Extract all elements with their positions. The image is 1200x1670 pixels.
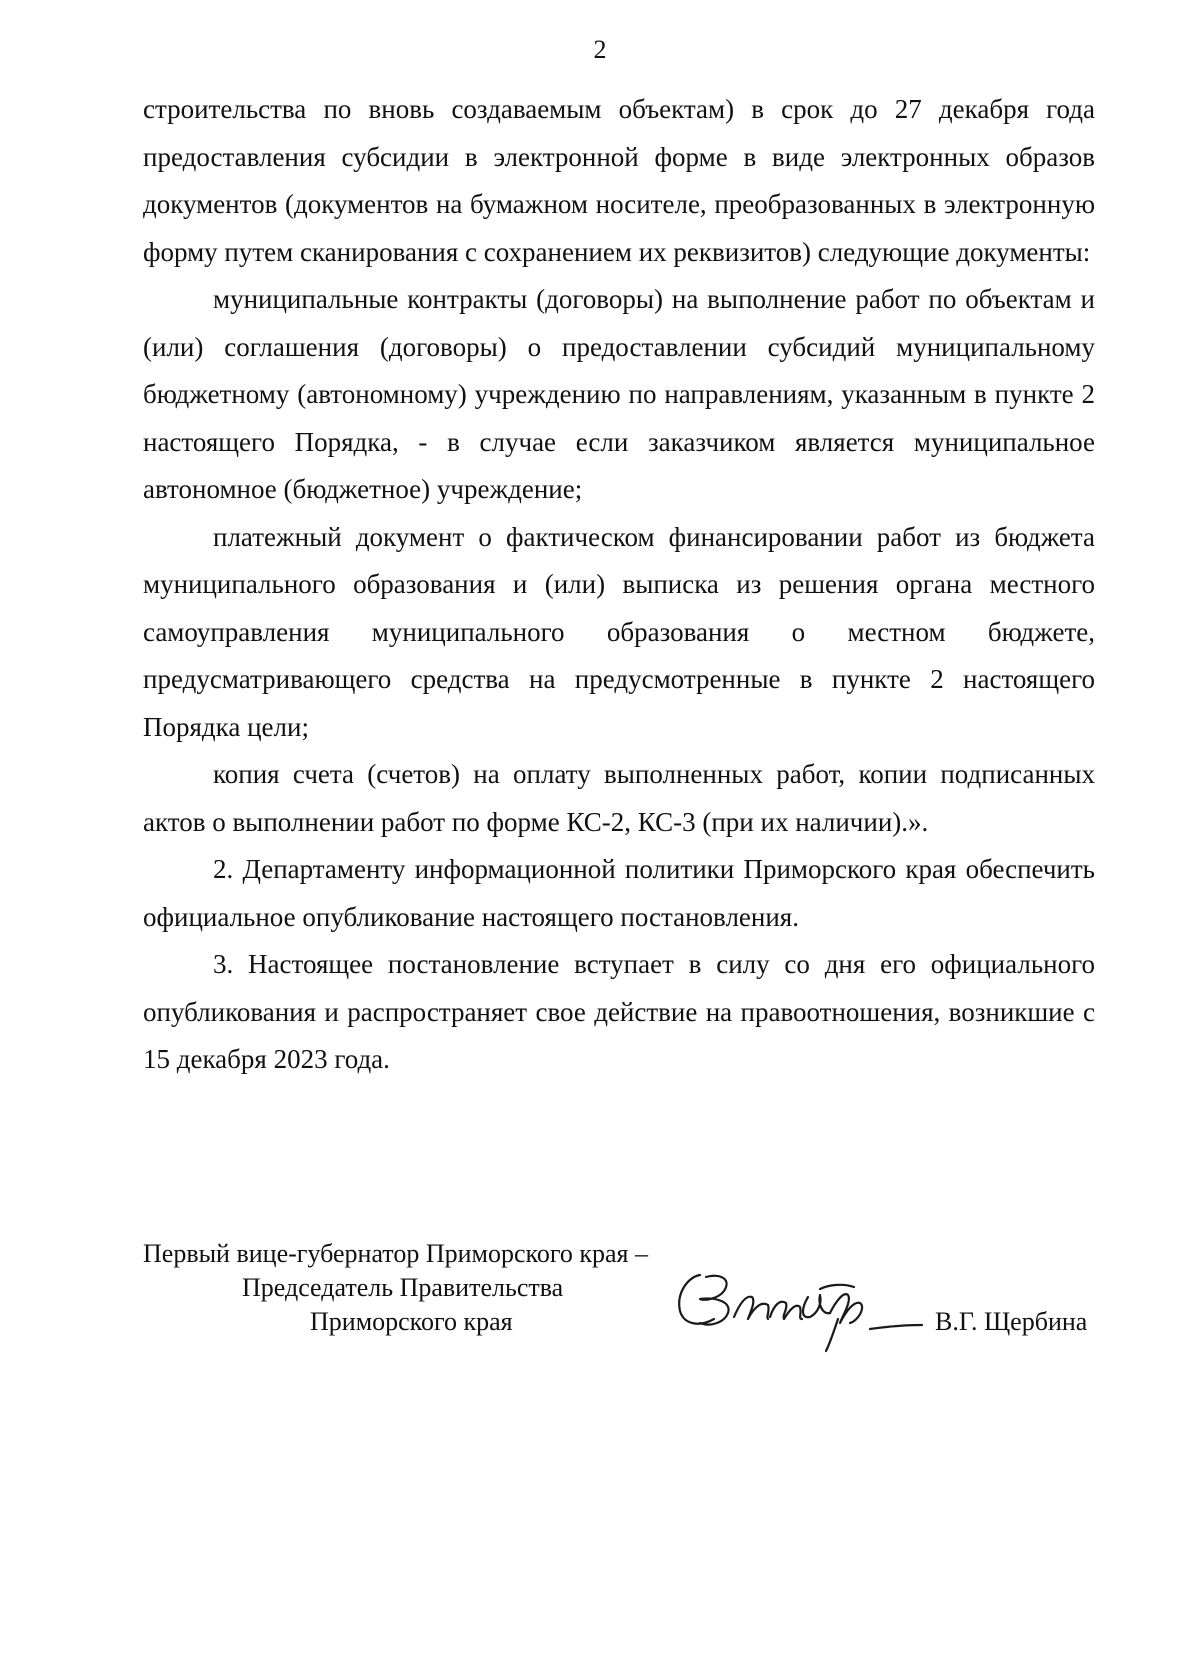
paragraph-item-3: 3. Настоящее постановление вступает в силу со дня его официального опубликования и распространяет свое действие на правоотношения, возникшие с 15 декабря 2023 года. [143, 949, 1095, 1074]
paragraph-municipal-contracts: муниципальные контракты (договоры) на выполнение работ по объектам и (или) соглашения (договоры) о предоставлении субсидий муниципальному бюджетному (автономному) учреждению по направлениям, указанным в пункте 2 настоящего Порядка, - в случае если заказчиком является муниципальное автономное (бюджетное) учреждение; [143, 284, 1095, 504]
paragraph-payment-document: платежный документ о фактическом финансировании работ из бюджета муниципального образования и (или) выписка из решения органа местного самоуправления муниципального образования о местном бюджете, предусматривающего средства на предусмотренные в пункте 2 настоящего Порядка цели; [143, 521, 1095, 742]
signatory-name: В.Г. Щербина [935, 1307, 1088, 1336]
signatory-title-line-1: Первый вице-губернатор Приморского края – [143, 1239, 648, 1268]
page-number: 2 [593, 35, 607, 64]
document-body [143, 86, 1095, 1084]
signatory-title-line-2: Председатель Правительства [242, 1273, 564, 1302]
signatory-title-line-3: Приморского края [310, 1307, 513, 1336]
handwritten-signature [670, 1267, 930, 1357]
paragraph-invoice-copy: копия счета (счетов) на оплату выполненных работ, копии подписанных актов о выполнении работ по форме КС-2, КС-3 (при их наличии).». [143, 759, 1095, 837]
paragraph-item-2: 2. Департаменту информационной политики Приморского края обеспечить официальное опубликование настоящего постановления. [143, 854, 1095, 932]
signature-block [0, 1237, 1200, 1357]
paragraph-continuation: строительства по вновь создаваемым объектам) в срок до 27 декабря года предоставления субсидии в электронной форме в виде электронных образов документов (документов на бумажном носителе, преобразованных в электронную форму путем сканирования с сохранением их реквизитов) следующие документы: [143, 94, 1095, 267]
